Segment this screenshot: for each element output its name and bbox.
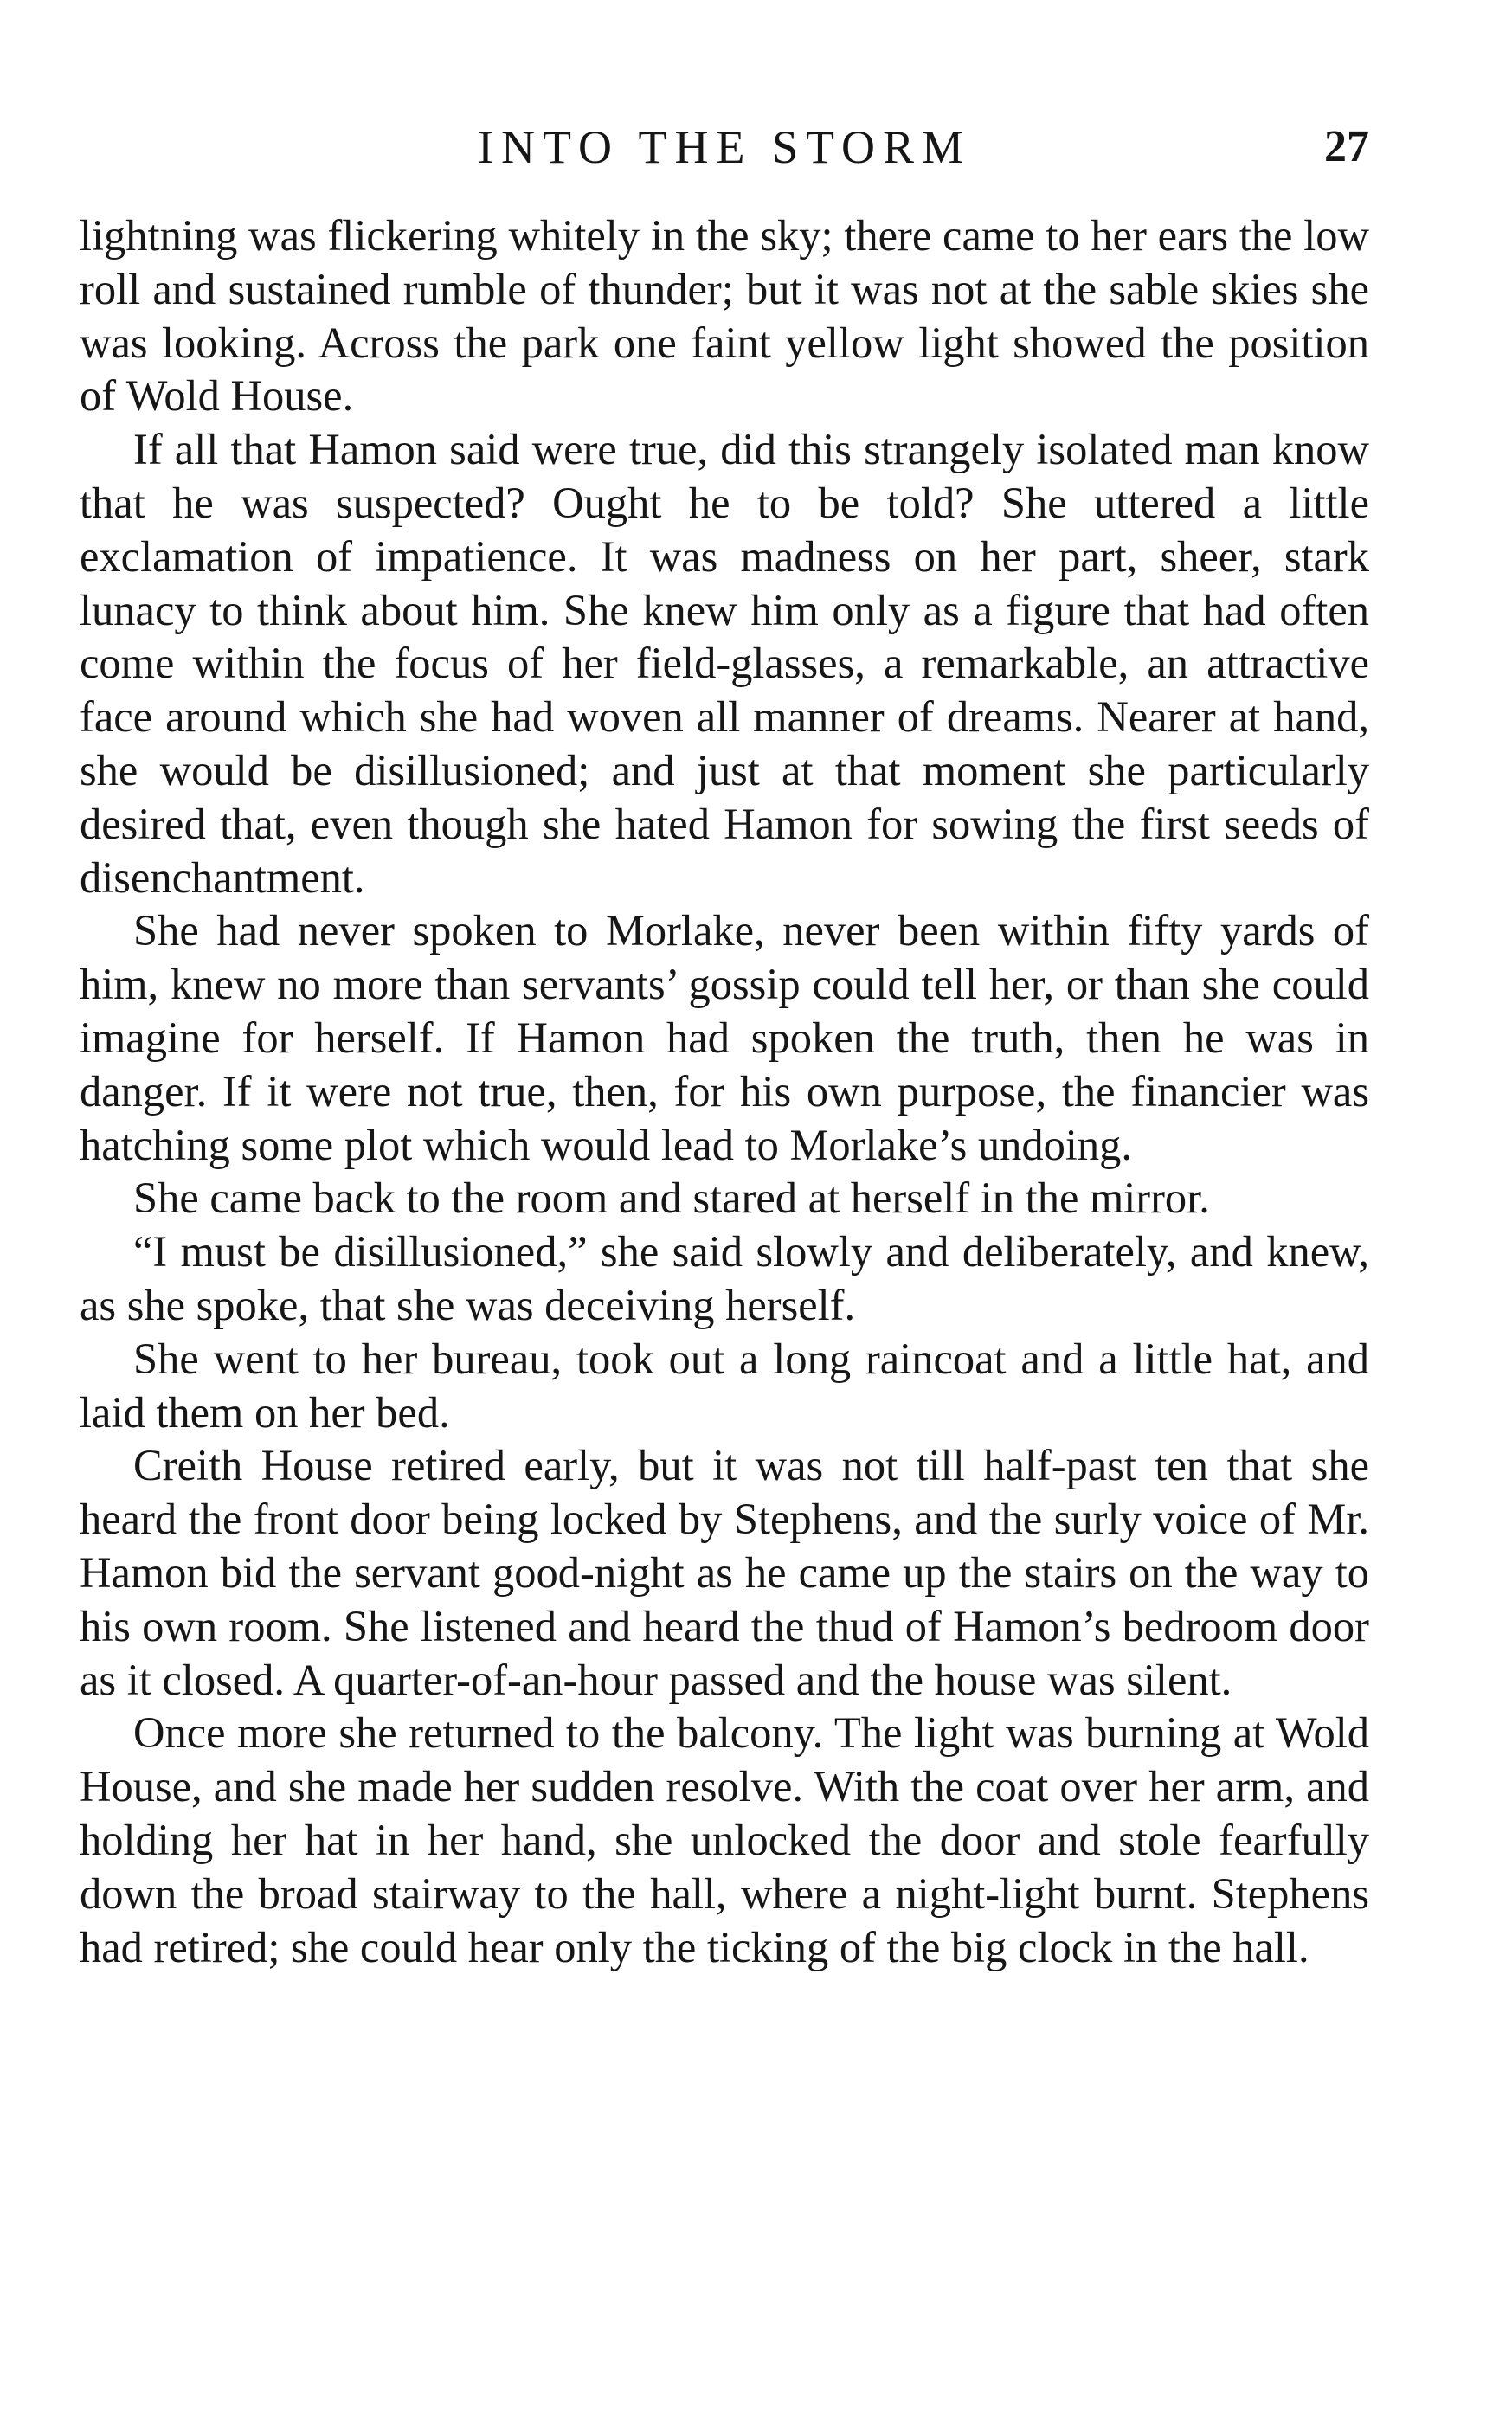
paragraph: Creith House retired early, but it was not till half-past ten that she heard the front door being locked by Stephens, and the surly voice of Mr. Hamon bid the servant good-night as he came up the stairs on the way to his own room. She listened and heard the thud of Hamon’s bedroom door as it closed. A quarter-of-an-hour passed and the house was silent. bbox=[80, 1441, 1369, 1704]
paragraph: She went to her bureau, took out a long raincoat and a little hat, and laid them on her bed. bbox=[80, 1334, 1369, 1437]
running-title: INTO THE STORM bbox=[477, 121, 972, 173]
paragraph: She had never spoken to Morlake, never been within fifty yards of him, knew no more than servants’ gossip could tell her, or than she could imagine for herself. If Hamon had spoken the truth, then he was in danger. If it were not true, then, for his own purpose, the financier was hatching some plot which would lead to Morlake’s undoing. bbox=[80, 906, 1369, 1169]
paragraph: She came back to the room and stared at herself in the mirror. bbox=[133, 1174, 1210, 1223]
running-head bbox=[80, 113, 1369, 182]
paragraph: lightning was flickering whitely in the sky; there came to her ears the low roll and sustained rumble of thunder; but it was not at the sable skies she was looking. Across the park one faint yellow light showed the position of Wold House. bbox=[80, 211, 1369, 421]
paragraph: “I must be disillusioned,” she said slowly and deliberately, and knew, as she spoke, that she was deceiving herself. bbox=[80, 1227, 1369, 1329]
paragraph: Once more she returned to the balcony. The light was burning at Wold House, and she made her sudden resolve. With the coat over her arm, and holding her hat in her hand, she unlocked the door and stole fearfully down the broad stairway to the hall, where a night-light burnt. Stephens had retired; she could hear only the ticking of the big clock in the hall. bbox=[80, 1708, 1369, 1971]
page-number: 27 bbox=[1324, 122, 1369, 171]
body-text bbox=[80, 209, 1369, 1974]
paragraph: If all that Hamon said were true, did this strangely isolated man know that he was suspected? Ought he to be told? She uttered a little exclamation of impatience. It was madness on her part, sheer, stark lunacy to think about him. She knew him only as a figure that had often come within the focus of her field-glasses, a remarkable, an attractive face around which she had woven all manner of dreams. Nearer at hand, she would be disillusioned; and just at that moment she particularly desired that, even though she hated Hamon for sowing the first seeds of disenchantment. bbox=[80, 425, 1369, 902]
